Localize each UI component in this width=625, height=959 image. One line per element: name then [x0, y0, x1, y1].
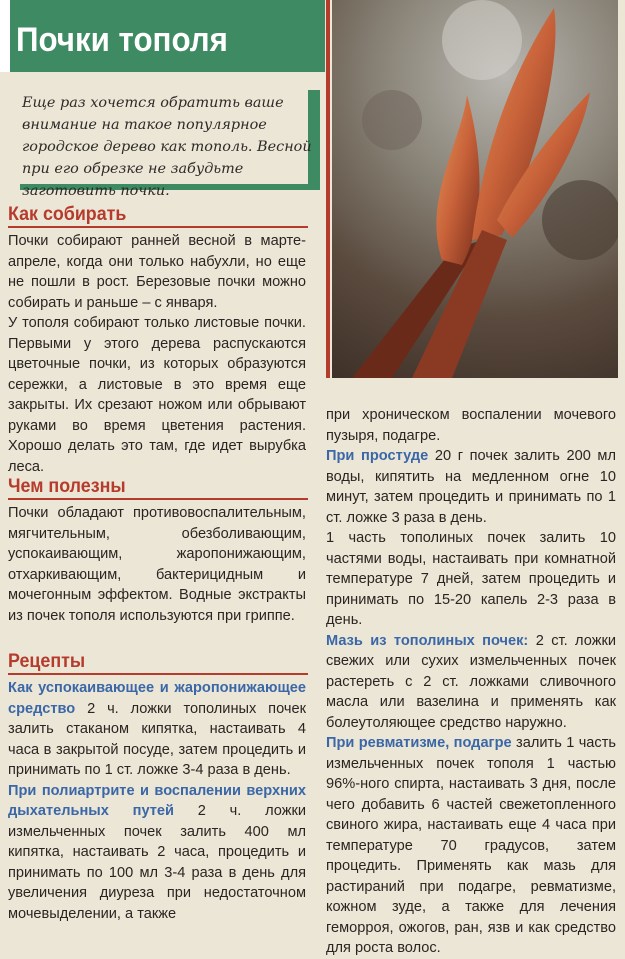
section-rule-collect: [8, 226, 308, 228]
page-title: Почки тополя: [16, 21, 228, 59]
recipe-5: [326, 631, 616, 734]
recipe-3: [326, 446, 616, 528]
useful-paragraph-1: Почки обладают противовоспалительным, мягчительным, обезболивающим, успокаивающим, жаропонижающим, отхаркивающим, бактерицидным и мочегонным эффектом. Водные экстракты из почек тополя используются при гриппе.: [8, 505, 306, 624]
recipe-1-label: Как успокаивающее и жаропонижающее средство: [8, 680, 306, 717]
recipe-2-text: 2 ч. ложки измельченных почек залить 400 мл кипятка, настаивать 2 часа, процедить и принимать по 100 мл 3-4 раза в день для увеличения диуреза при недостаточном мочевыделении, а также: [8, 803, 306, 922]
recipe-3-text: 20 г почек залить 200 мл воды, кипятить на медленном огне 10 минут, затем процедить и принимать по 1 ст. ложке 3 раза в день.: [326, 448, 616, 526]
recipe-4: 1 часть тополиных почек залить 10 частями воды, настаивать при комнатной температуре 7 дней, затем процедить и принимать по 15-20 капель 2-3 раза в день.: [326, 530, 616, 628]
recipes-right-column: [326, 405, 616, 959]
recipe-6-label: При ревматизме, подагре: [326, 735, 512, 751]
title-band: [0, 0, 325, 72]
collect-paragraph-2: У тополя собирают только листовые почки. Первыми у этого дерева распускаются цветочные почки, из которых образуются сережки, а листовые в это время еще закрыты. Их срезают ножом или обрывают руками во время цветения растения. Хорошо делать это там, где идет вырубка леса.: [8, 315, 306, 475]
intro-text: Еще раз хочется обратить ваше внимание на такое популярное городское дерево как тополь. Весной при его обрезке не забудьте заготовить почки.: [22, 95, 312, 199]
section-title-useful: Чем полезны: [8, 476, 126, 497]
recipe-3-label: При простуде: [326, 448, 429, 464]
section-title-collect: Как собирать: [8, 204, 127, 225]
recipe-1: [8, 678, 306, 781]
recipe-2-label: При полиартрите и воспалении верхних дыхательных путей: [8, 782, 306, 819]
section-rule-recipes: [8, 673, 308, 675]
title-white-stripe: [0, 0, 10, 72]
photo-divider: [326, 0, 330, 378]
section-body-useful: [8, 503, 306, 626]
recipe-5-text: 2 ст. ложки свежих или сухих измельченных почек растереть с 2 ст. ложками сливочного масла или вазелина и применять как болеутоляющее средство наружно.: [326, 632, 616, 731]
recipes-left-column: [8, 678, 306, 924]
poplar-buds-photo: [332, 0, 618, 378]
section-title-recipes: Рецепты: [8, 651, 86, 672]
recipe-2: [8, 781, 306, 925]
section-body-collect: [8, 231, 306, 477]
poplar-buds-illustration: [332, 0, 618, 378]
collect-paragraph-1: Почки собирают ранней весной в марте-апреле, когда они только набухли, но еще не пошли в рост. Березовые почки можно собирать и раньше – с января.: [8, 233, 306, 311]
recipe-5-label: Мазь из тополиных почек:: [326, 632, 529, 649]
section-rule-useful: [8, 498, 308, 500]
recipe-6-text: залить 1 часть измельченных почек тополя 1 частью 96%-ного спирта, настаивать 3 дня, после чего добавить 6 частей свежетопленного свиного жира, настаивать еще 4 часа при температуре 70 градусов, затем процедить. Применять как мазь для растираний при подагре, ревматизме, кожном зуде, а также для лечения геморроя, ожогов, ран, язв и как средство для роста волос.: [326, 735, 616, 956]
recipe-6: [326, 733, 616, 959]
recipe-2-continued: при хроническом воспалении мочевого пузыря, подагре.: [326, 407, 616, 444]
recipe-1-text: 2 ч. ложки тополиных почек залить стаканом кипятка, настаивать 4 часа в закрытой посуде, затем процедить и принимать по 1 ст. ложке 3-4 раза в день.: [8, 700, 306, 778]
